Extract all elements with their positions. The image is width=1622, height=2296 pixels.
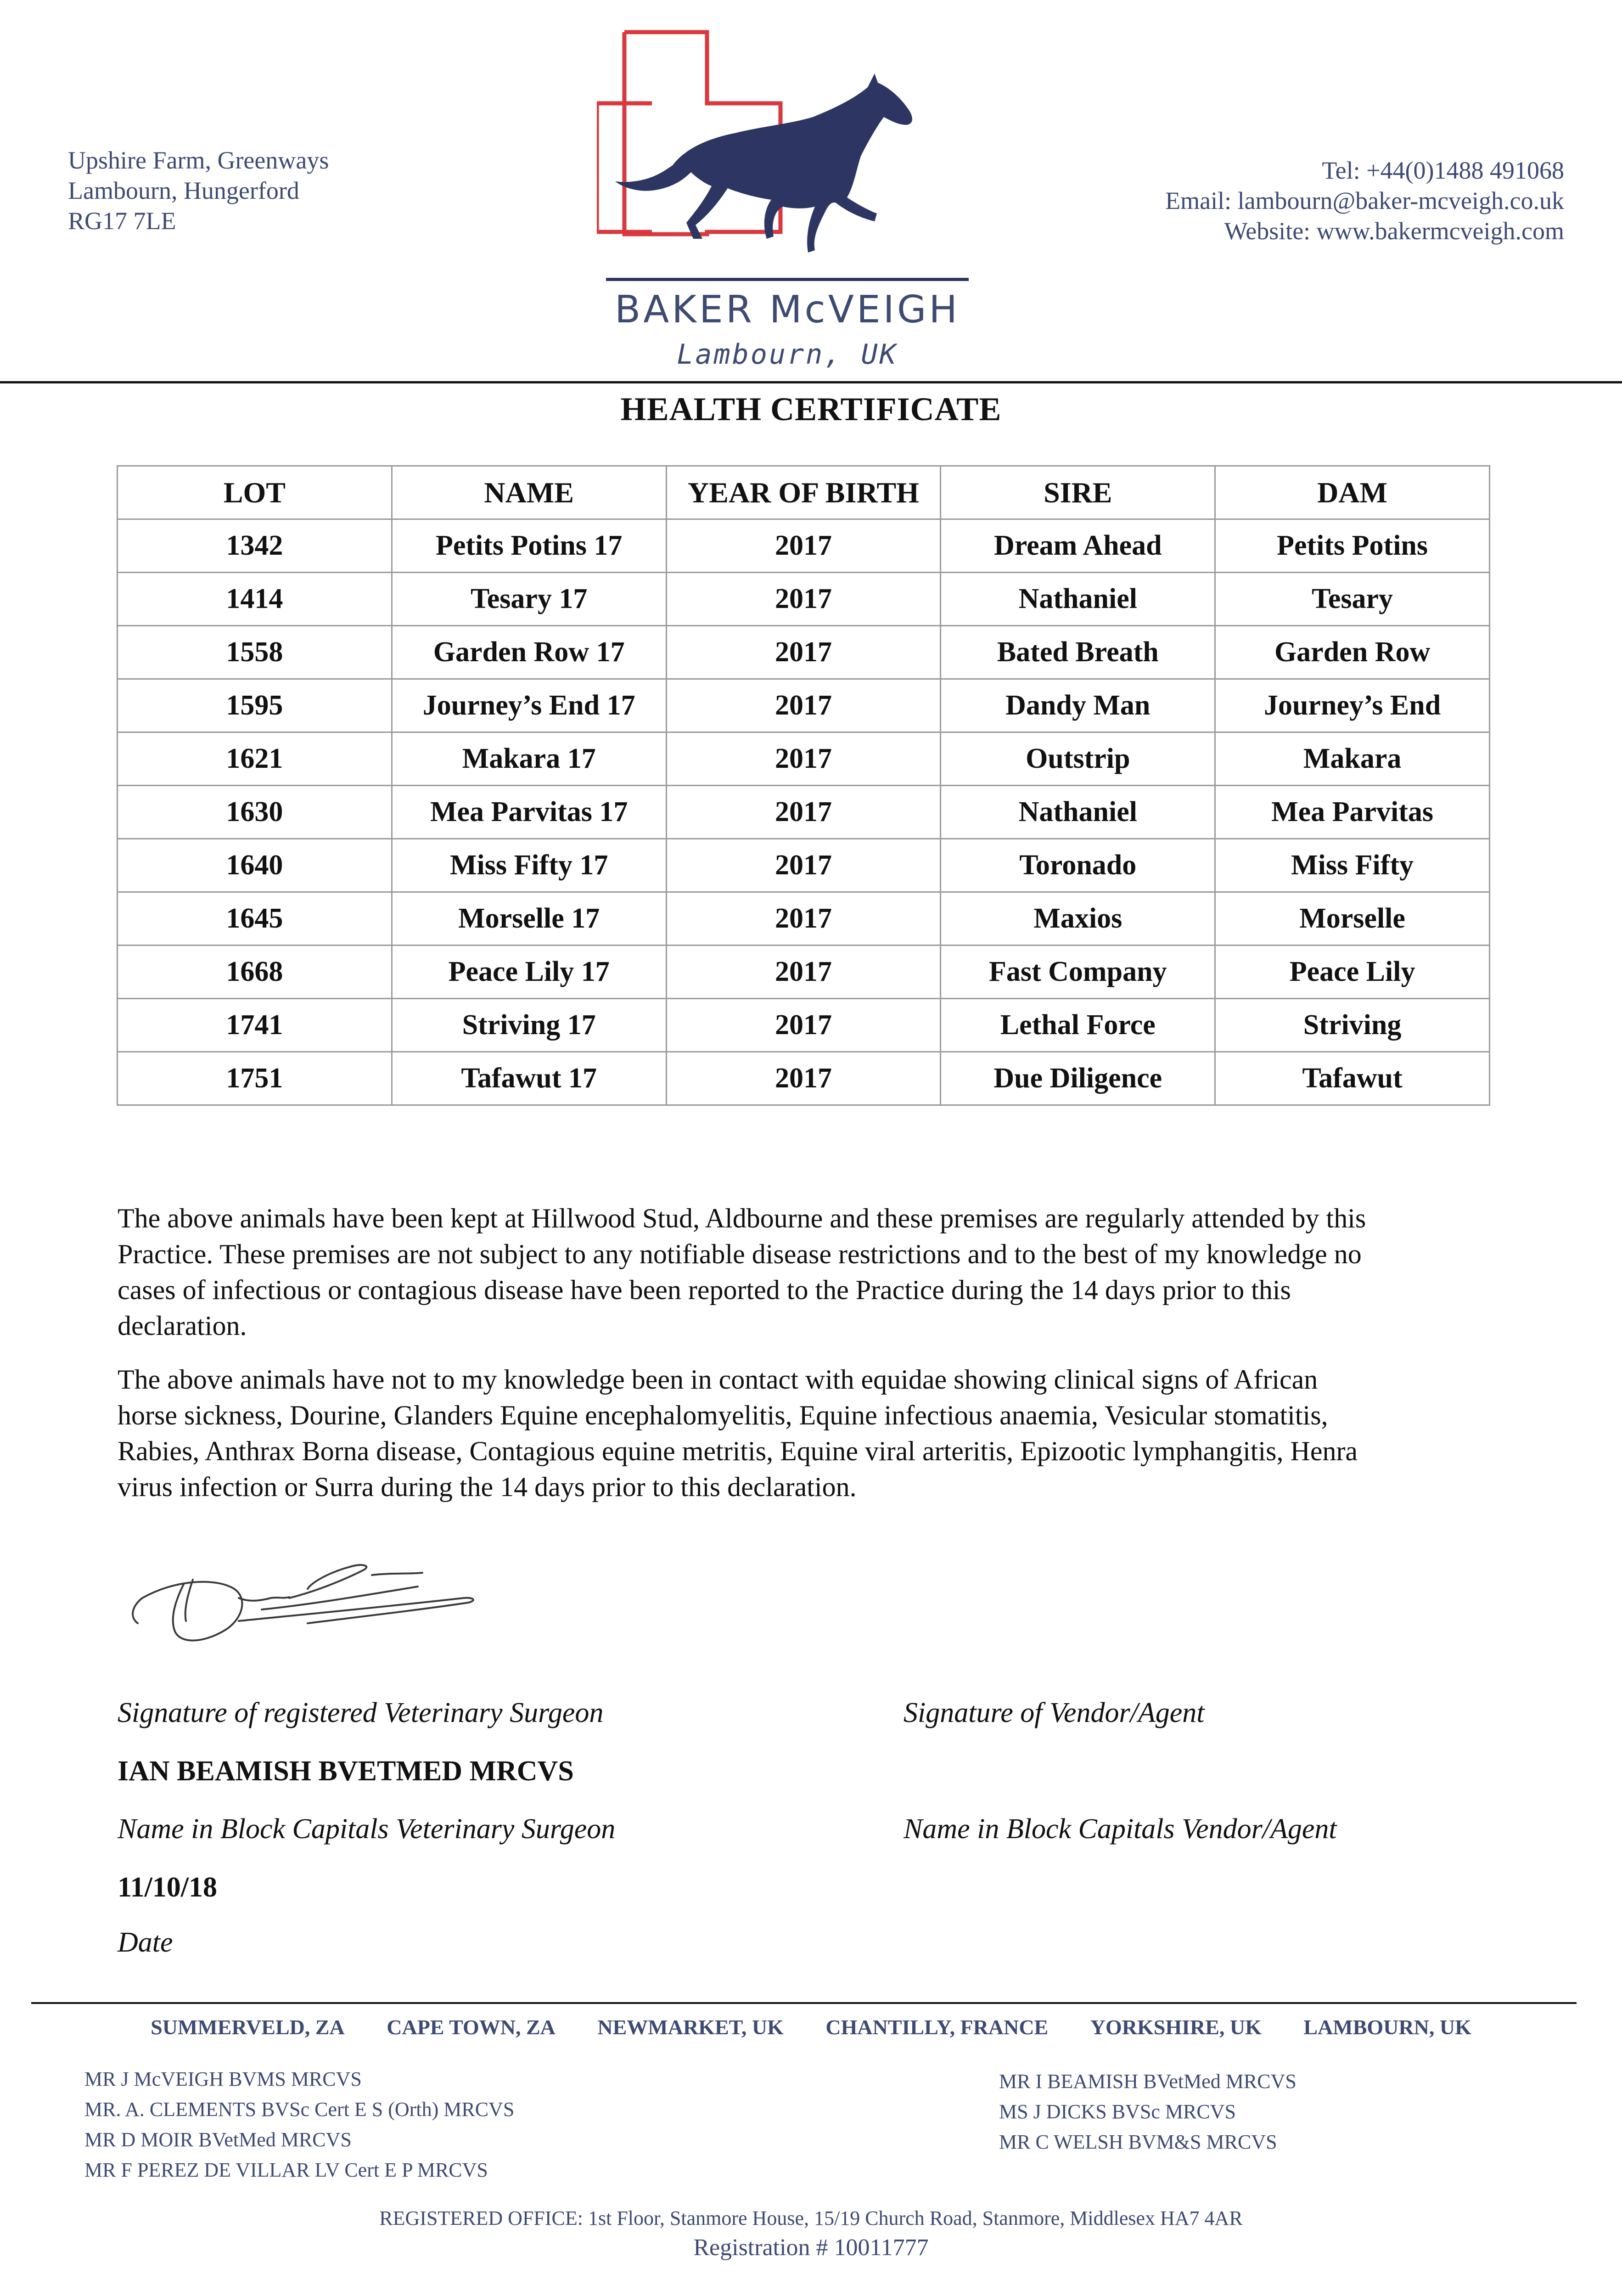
vet-name-label: Name in Block Capitals Veterinary Surgeon — [118, 1813, 616, 1845]
sire-cell: Maxios — [941, 892, 1215, 945]
name-cell: Journey’s End 17 — [392, 679, 666, 732]
contact-website: Website: www.bakermcveigh.com — [1224, 217, 1564, 245]
column-header-sire: SIRE — [941, 466, 1215, 519]
lot-cell: 1668 — [118, 945, 392, 999]
name-cell: Peace Lily 17 — [392, 945, 666, 999]
year-cell: 2017 — [666, 786, 941, 839]
declaration-paragraph-premises — [118, 1200, 1504, 1344]
dam-cell: Journey’s End — [1215, 679, 1490, 732]
lot-cell: 1630 — [118, 786, 392, 839]
table-row — [118, 999, 1490, 1052]
lot-cell: 1640 — [118, 839, 392, 892]
year-cell: 2017 — [666, 626, 941, 679]
vet-name-value: IAN BEAMISH BVETMED MRCVS — [118, 1756, 574, 1787]
logo-brand-name: BAKER McVEIGH — [614, 288, 960, 332]
sire-cell: Dandy Man — [941, 679, 1215, 732]
name-cell: Tafawut 17 — [392, 1052, 666, 1105]
registration-number: Registration # 10011777 — [693, 2234, 929, 2261]
name-cell: Mea Parvitas 17 — [392, 786, 666, 839]
sire-cell: Dream Ahead — [941, 519, 1215, 573]
paragraph-line: The above animals have not to my knowledge been in contact with equidae showing clinical signs of African — [118, 1364, 1318, 1395]
year-cell: 2017 — [666, 839, 941, 892]
year-cell: 2017 — [666, 732, 941, 786]
name-cell: Morselle 17 — [392, 892, 666, 945]
address-line: Lambourn, Hungerford — [68, 177, 299, 204]
name-cell: Miss Fifty 17 — [392, 839, 666, 892]
paragraph-line: horse sickness, Dourine, Glanders Equine encephalomyelitis, Equine infectious anaemia, Vesicular stomatitis, — [118, 1400, 1328, 1430]
lot-cell: 1595 — [118, 679, 392, 732]
dam-cell: Miss Fifty — [1215, 839, 1490, 892]
sire-cell: Nathaniel — [941, 573, 1215, 626]
dam-cell: Mea Parvitas — [1215, 786, 1490, 839]
name-cell: Makara 17 — [392, 732, 666, 786]
paragraph-line: cases of infectious or contagious disease have been reported to the Practice during the 14 days prior to this — [118, 1275, 1291, 1305]
year-cell: 2017 — [666, 519, 941, 573]
address-line: Upshire Farm, Greenways — [68, 146, 329, 174]
table-header-row — [118, 466, 1490, 519]
location-item: YORKSHIRE, UK — [1090, 2015, 1262, 2039]
sire-cell: Toronado — [941, 839, 1215, 892]
sire-cell: Outstrip — [941, 732, 1215, 786]
lot-cell: 1342 — [118, 519, 392, 573]
paragraph-line: Rabies, Anthrax Borna disease, Contagious equine metritis, Equine viral arteritis, Epizootic lymphangitis, Henra — [118, 1436, 1358, 1466]
dam-cell: Makara — [1215, 732, 1490, 786]
staff-member: MR. A. CLEMENTS BVSc Cert E S (Orth) MRCVS — [84, 2098, 515, 2121]
vet-signature-label: Signature of registered Veterinary Surgeon — [118, 1697, 604, 1728]
table-row — [118, 839, 1490, 892]
staff-list-left — [84, 2064, 514, 2185]
lot-cell: 1414 — [118, 573, 392, 626]
name-cell: Striving 17 — [392, 999, 666, 1052]
location-item: LAMBOURN, UK — [1303, 2015, 1471, 2039]
declaration-paragraph-diseases — [118, 1362, 1504, 1505]
dam-cell: Petits Potins — [1215, 519, 1490, 573]
table-row — [118, 519, 1490, 573]
sire-cell: Nathaniel — [941, 786, 1215, 839]
contact-email: Email: lambourn@baker-mcveigh.co.uk — [1165, 187, 1564, 214]
practice-contact — [1165, 155, 1564, 246]
column-header-lot: LOT — [118, 466, 392, 519]
table-row — [118, 786, 1490, 839]
practice-locations — [0, 2015, 1622, 2039]
lot-cell: 1741 — [118, 999, 392, 1052]
column-header-name: NAME — [392, 466, 666, 519]
date-value: 11/10/18 — [118, 1872, 218, 1903]
name-cell: Tesary 17 — [392, 573, 666, 626]
lots-table — [117, 465, 1490, 1106]
staff-member: MS J DICKS BVSc MRCVS — [999, 2100, 1236, 2123]
staff-member: MR J McVEIGH BVMS MRCVS — [84, 2068, 362, 2090]
location-item: SUMMERVELD, ZA — [151, 2015, 345, 2039]
name-cell: Petits Potins 17 — [392, 519, 666, 573]
location-item: CHANTILLY, FRANCE — [825, 2015, 1049, 2039]
logo-underline — [606, 278, 969, 281]
year-cell: 2017 — [666, 999, 941, 1052]
document-title: HEALTH CERTIFICATE — [620, 391, 1002, 428]
sire-cell: Bated Breath — [941, 626, 1215, 679]
vendor-name-label: Name in Block Capitals Vendor/Agent — [904, 1813, 1337, 1845]
address-line: RG17 7LE — [68, 207, 176, 235]
baker-mcveigh-logo — [597, 23, 978, 372]
table-row — [118, 892, 1490, 945]
dam-cell: Tafawut — [1215, 1052, 1490, 1105]
table-row — [118, 573, 1490, 626]
horse-icon — [615, 73, 912, 253]
paragraph-line: Practice. These premises are not subject to any notifiable disease restrictions and to the best of my knowledge no — [118, 1239, 1362, 1269]
table-row — [118, 1052, 1490, 1105]
registered-office: REGISTERED OFFICE: 1st Floor, Stanmore House, 15/19 Church Road, Stanmore, Middlesex HA7 4AR — [379, 2207, 1243, 2229]
sire-cell: Due Diligence — [941, 1052, 1215, 1105]
dam-cell: Tesary — [1215, 573, 1490, 626]
year-cell: 2017 — [666, 945, 941, 999]
dam-cell: Morselle — [1215, 892, 1490, 945]
sire-cell: Fast Company — [941, 945, 1215, 999]
dam-cell: Peace Lily — [1215, 945, 1490, 999]
staff-member: MR I BEAMISH BVetMed MRCVS — [999, 2070, 1296, 2093]
sire-cell: Lethal Force — [941, 999, 1215, 1052]
year-cell: 2017 — [666, 679, 941, 732]
location-item: CAPE TOWN, ZA — [387, 2015, 556, 2039]
table-row — [118, 626, 1490, 679]
header-divider — [0, 381, 1622, 383]
staff-member: MR D MOIR BVetMed MRCVS — [84, 2128, 352, 2151]
footer-divider — [31, 2002, 1577, 2004]
year-cell: 2017 — [666, 573, 941, 626]
vendor-signature-label: Signature of Vendor/Agent — [904, 1697, 1205, 1728]
staff-list-right — [999, 2066, 1296, 2157]
staff-member: MR C WELSH BVM&S MRCVS — [999, 2131, 1277, 2153]
table-row — [118, 945, 1490, 999]
paragraph-line: virus infection or Surra during the 14 days prior to this declaration. — [118, 1472, 857, 1502]
paragraph-line: declaration. — [118, 1311, 247, 1341]
date-label: Date — [118, 1927, 173, 1958]
lot-cell: 1751 — [118, 1052, 392, 1105]
location-item: NEWMARKET, UK — [597, 2015, 784, 2039]
staff-member: MR F PEREZ DE VILLAR LV Cert E P MRCVS — [84, 2159, 488, 2181]
lot-cell: 1645 — [118, 892, 392, 945]
lot-cell: 1621 — [118, 732, 392, 786]
lot-cell: 1558 — [118, 626, 392, 679]
table-row — [118, 732, 1490, 786]
column-header-year: YEAR OF BIRTH — [666, 466, 941, 519]
column-header-dam: DAM — [1215, 466, 1490, 519]
year-cell: 2017 — [666, 1052, 941, 1105]
paragraph-line: The above animals have been kept at Hillwood Stud, Aldbourne and these premises are regularly attended by this — [118, 1203, 1366, 1233]
practice-address — [68, 145, 329, 236]
name-cell: Garden Row 17 — [392, 626, 666, 679]
logo-location: Lambourn, UK — [677, 338, 898, 371]
table-row — [118, 679, 1490, 732]
dam-cell: Striving — [1215, 999, 1490, 1052]
vet-signature-image — [124, 1529, 519, 1662]
dam-cell: Garden Row — [1215, 626, 1490, 679]
contact-phone: Tel: +44(0)1488 491068 — [1322, 157, 1564, 184]
year-cell: 2017 — [666, 892, 941, 945]
